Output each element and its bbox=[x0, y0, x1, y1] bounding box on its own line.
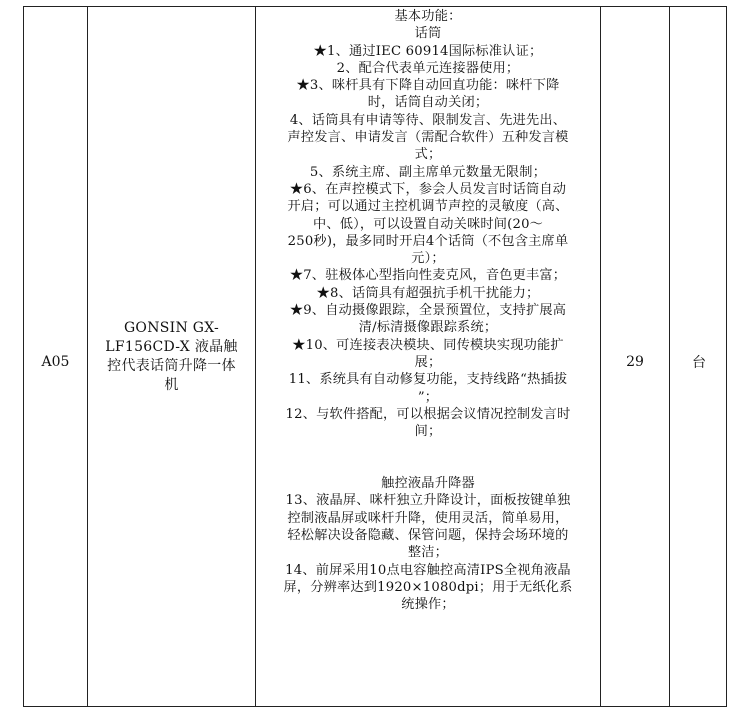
unit-value: 台 bbox=[692, 354, 706, 371]
quantity-value: 29 bbox=[626, 353, 644, 370]
product-name: GONSIN GX-LF156CD-X 液晶触控代表话筒升降一体机 bbox=[105, 319, 238, 393]
description-line: 11、系统具有自动修复功能，支持线路“热插拔 bbox=[288, 372, 568, 388]
description-line: 2、配合代表单元连接器使用； bbox=[336, 60, 520, 76]
quantity-cell bbox=[601, 7, 670, 706]
blank-line bbox=[264, 440, 592, 457]
description-line: ★8、话筒具有超强抗手机干扰能力； bbox=[316, 285, 540, 301]
description-line: 5、系统主席、副主席单元数量无限制； bbox=[309, 164, 547, 180]
description-line: ★10、可连接表决模块、同传模块实现功能扩 bbox=[292, 337, 564, 353]
description-line: 中、低），可以设置自动关咪时间(20～ bbox=[312, 216, 544, 232]
description-line: 250秒)，最多同时开启4个话筒（不包含主席单 bbox=[287, 233, 569, 249]
description-line: 式； bbox=[414, 147, 442, 163]
description-cell bbox=[256, 7, 601, 706]
description-line: 展； bbox=[414, 354, 442, 370]
description-line: 时，话筒自动关闭； bbox=[367, 95, 489, 111]
description-line: 轻松解决设备隐藏、保管问题，保持会场环境的 bbox=[287, 527, 569, 543]
description-line: 间； bbox=[414, 424, 442, 440]
description-line: ★7、驻极体心型指向性麦克风，音色更丰富； bbox=[289, 268, 567, 284]
description-line: 12、与软件搭配，可以根据会议情况控制发言时 bbox=[285, 406, 571, 422]
description-line: 触控液晶升降器 bbox=[381, 476, 475, 492]
description-line: 控制液晶屏或咪杆升降，使用灵活，简单易用， bbox=[287, 510, 569, 526]
description-line: 声控发言、申请发言（需配合软件）五种发言模 bbox=[287, 130, 569, 146]
description-line: 13、液晶屏、咪杆独立升降设计，面板按键单独 bbox=[285, 493, 571, 509]
description-line: 基本功能： bbox=[394, 9, 462, 24]
description-line: 清/标清摄像跟踪系统； bbox=[358, 320, 498, 336]
code-cell bbox=[24, 7, 88, 706]
description-line: ”； bbox=[417, 389, 439, 405]
blank-line bbox=[264, 458, 592, 475]
description-line: 整洁； bbox=[407, 545, 449, 561]
description-line: ★1、通过IEC 60914国际标准认证； bbox=[313, 43, 543, 59]
description-line: ★3、咪杆具有下降自动回直功能：咪杆下降 bbox=[296, 78, 560, 94]
spec-description bbox=[264, 8, 592, 613]
description-line: 14、前屏采用10点电容触控高清IPS全视角液晶 bbox=[285, 562, 571, 578]
item-code: A05 bbox=[41, 353, 70, 370]
description-line: 4、话筒具有申请等待、限制发言、先进先出、 bbox=[289, 112, 567, 128]
name-cell bbox=[88, 7, 256, 706]
description-line: ★6、在声控模式下，参会人员发言时话筒自动 bbox=[289, 181, 567, 197]
description-line: 统操作； bbox=[401, 597, 455, 613]
description-line: ★9、自动摄像跟踪，全景预置位，支持扩展高 bbox=[289, 303, 567, 319]
product-table bbox=[23, 6, 727, 707]
description-line: 开启；可以通过主控机调节声控的灵敏度（高、 bbox=[287, 199, 569, 215]
unit-cell bbox=[670, 7, 728, 706]
description-line: 话筒 bbox=[414, 26, 442, 42]
description-line: 元）； bbox=[411, 251, 445, 267]
description-line: 屏，分辨率达到1920×1080dpi；用于无纸化系 bbox=[283, 579, 573, 595]
